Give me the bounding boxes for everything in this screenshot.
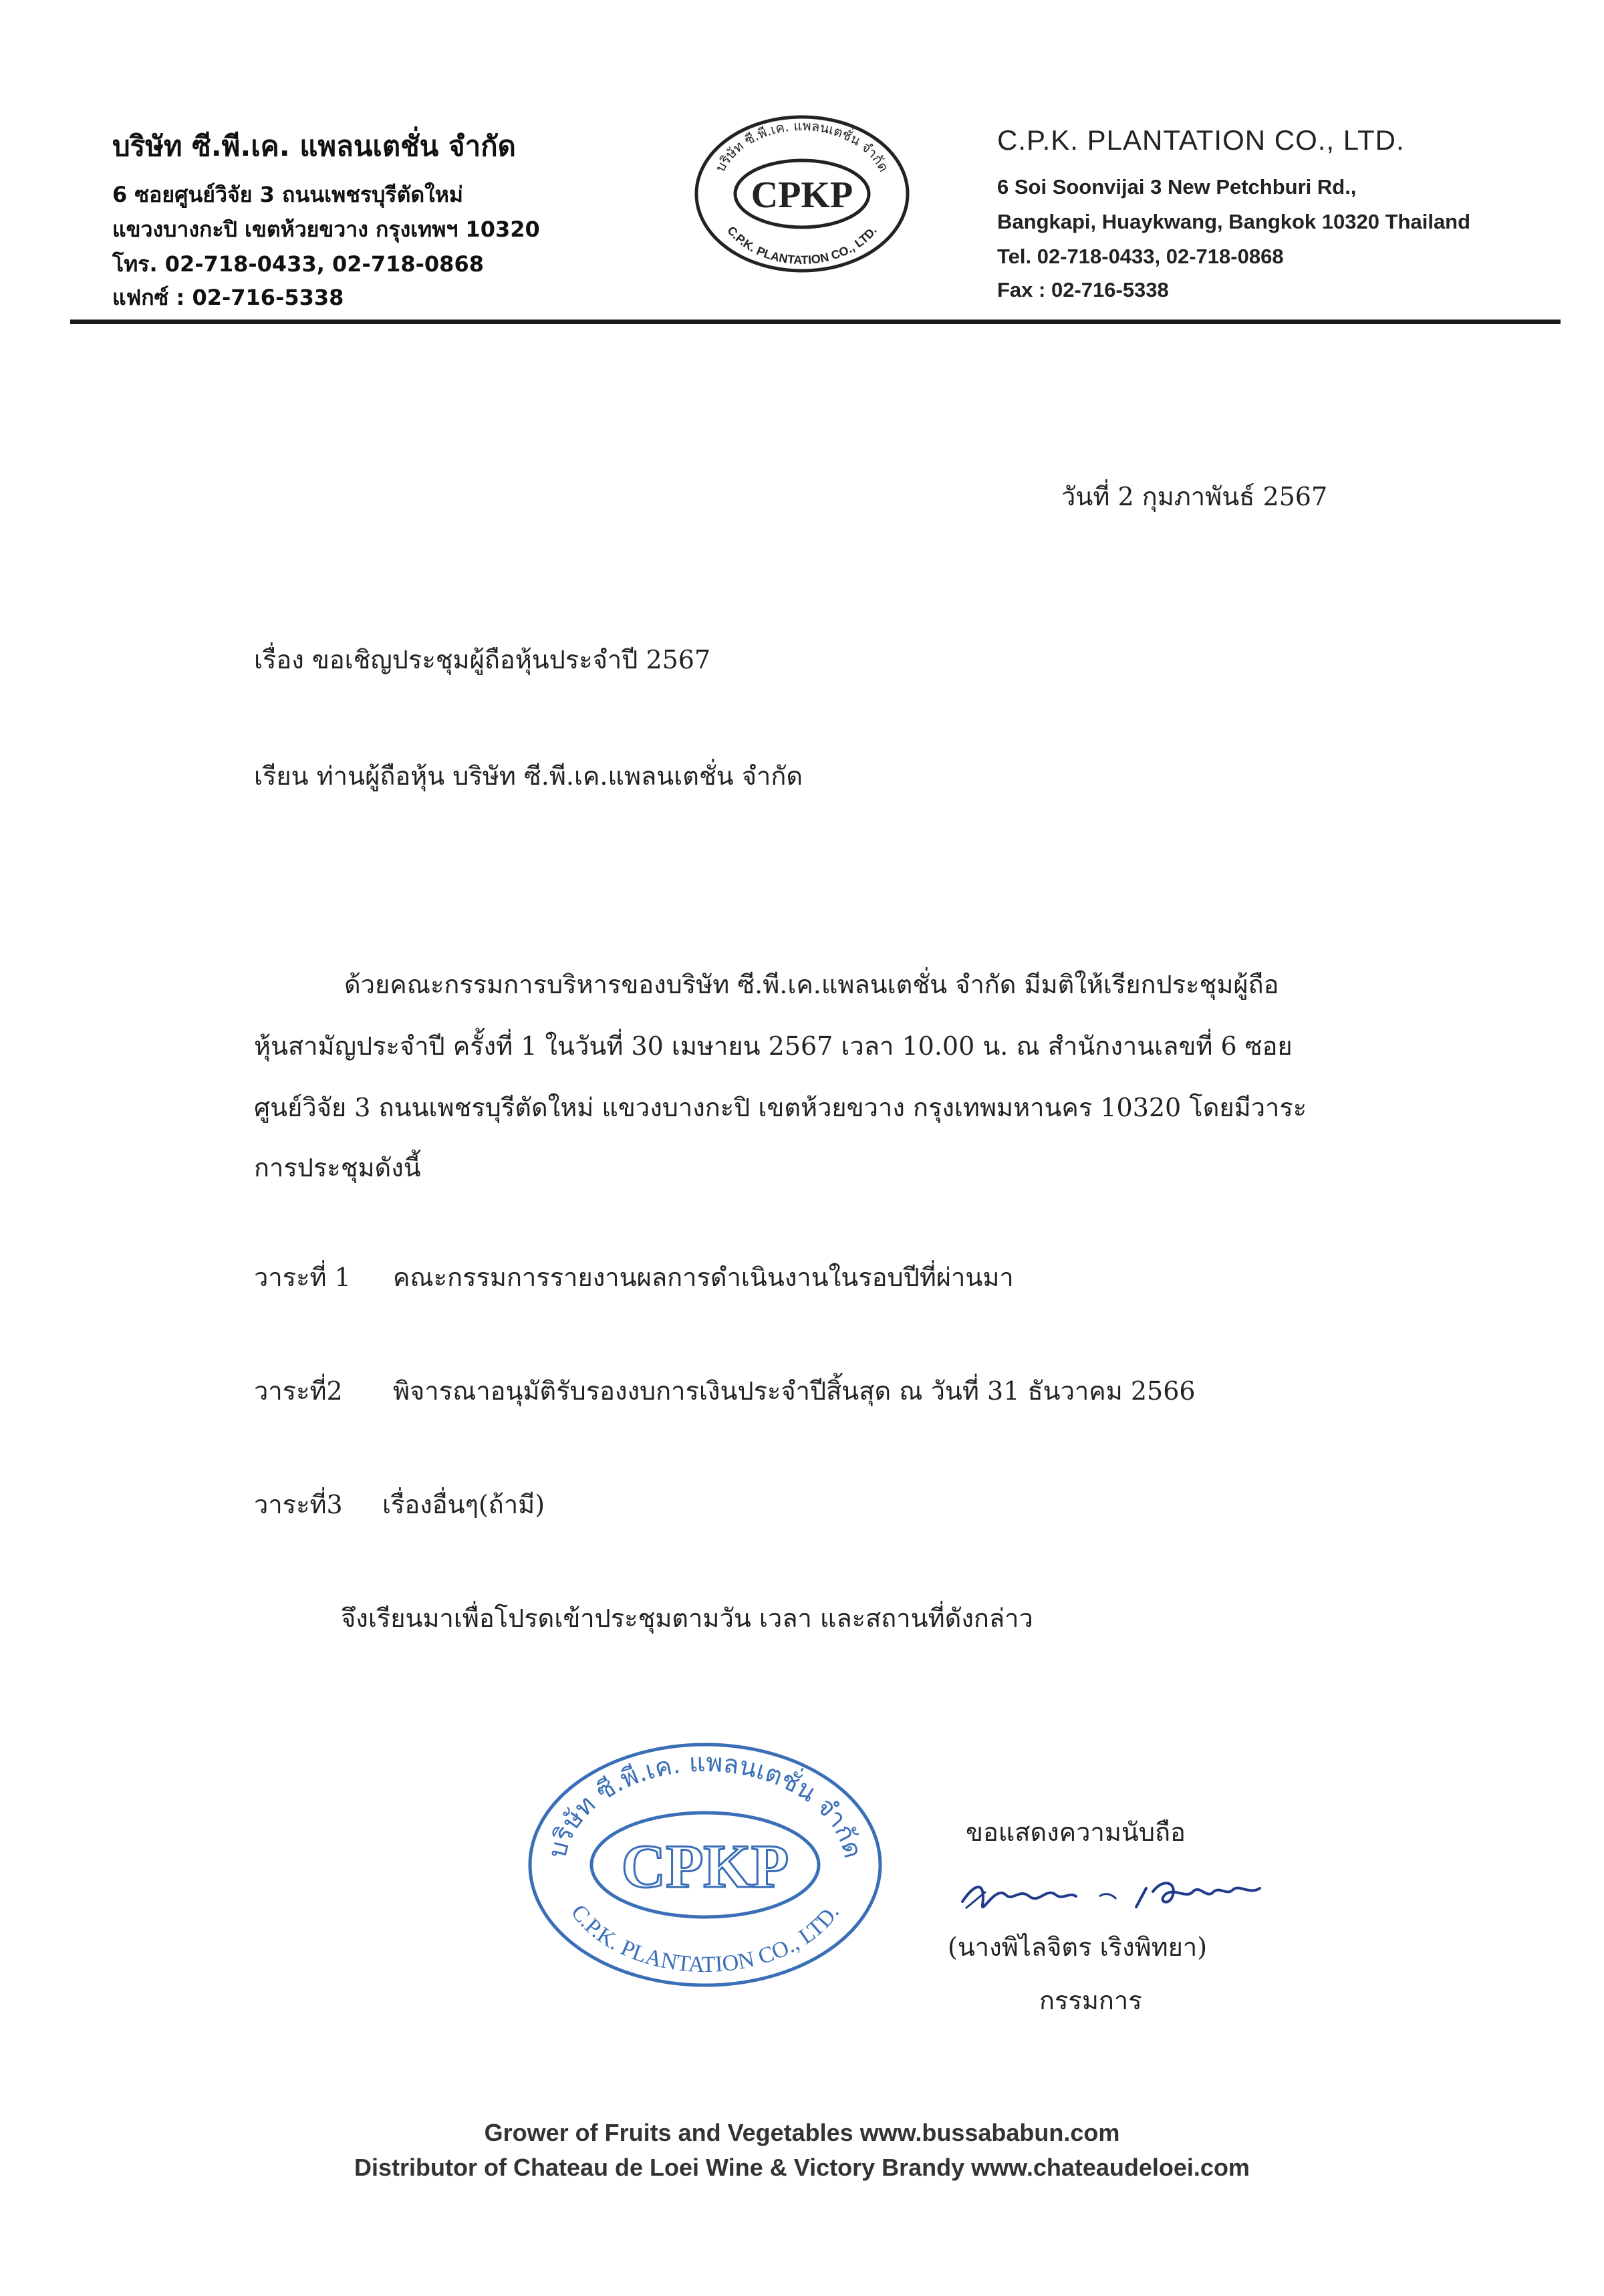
letter-subject: เรื่อง ขอเชิญประชุมผู้ถือหุ้นประจำปี 2567: [254, 645, 711, 674]
logo-text: CPKP: [751, 174, 853, 216]
stamp-ring-top-text: บริษัท ซี.พี.เค. แพลนเตชั่น จำกัด: [542, 1747, 868, 1862]
footer-line-2: Distributor of Chateau de Loei Wine & Victory Brandy www.chateaudeloei.com: [354, 2154, 1250, 2181]
agenda-text: เรื่องอื่นๆ(ถ้ามี): [382, 1490, 545, 1519]
address-thai-line-2: แขวงบางกะปิ เขตห้วยขวาง กรุงเทพฯ 10320: [112, 217, 540, 242]
logo-ring-top-text: บริษัท ซี.พี.เค. แพลนเตชั่น จำกัด: [712, 117, 892, 174]
body-line: การประชุมดังนี้: [254, 1153, 421, 1182]
agenda-label: วาระที่3: [254, 1490, 343, 1519]
logo-ring-bottom-text: C.P.K. PLANTATION CO., LTD.: [724, 223, 880, 267]
agenda-label: วาระที่ 1: [254, 1263, 351, 1292]
letter-recipient: เรียน ท่านผู้ถือหุ้น บริษัท ซี.พี.เค.แพลนเตชั่น จำกัด: [254, 761, 803, 791]
company-logo: [692, 110, 912, 277]
phone-thai: โทร. 02-718-0433, 02-718-0868: [112, 251, 484, 277]
agenda-text: พิจารณาอนุมัติรับรองงบการเงินประจำปีสิ้นสุด ณ วันที่ 31 ธันวาคม 2566: [393, 1376, 1196, 1406]
address-thai-line-1: 6 ซอยศูนย์วิจัย 3 ถนนเพชรบุรีตัดใหม่: [112, 182, 463, 207]
company-name-thai: บริษัท ซี.พี.เค. แพลนเตชั่น จำกัด: [112, 130, 516, 162]
signatory-name: (นางพิไลจิตร เริงพิทยา): [948, 1932, 1208, 1962]
company-stamp: [518, 1735, 892, 1995]
address-english-line-1: 6 Soi Soonvijai 3 New Petchburi Rd.,: [997, 175, 1357, 199]
stamp-text: CPKP: [621, 1832, 789, 1900]
body-line: ด้วยคณะกรรมการบริหารของบริษัท ซี.พี.เค.แพลนเตชั่น จำกัด มีมติให้เรียกประชุมผู้ถือ: [344, 970, 1279, 999]
regards: ขอแสดงความนับถือ: [966, 1817, 1186, 1847]
letter-date: วันที่ 2 กุมภาพันธ์ 2567: [1061, 482, 1328, 511]
handwritten-signature: [956, 1855, 1277, 1935]
agenda-text: คณะกรรมการรายงานผลการดำเนินงานในรอบปีที่ผ่านมา: [393, 1263, 1014, 1292]
body-line: หุ้นสามัญประจำปี ครั้งที่ 1 ในวันที่ 30 เมษายน 2567 เวลา 10.00 น. ณ สำนักงานเลขที่ 6 ซอย: [254, 1031, 1293, 1061]
fax-english: Fax : 02-716-5338: [997, 278, 1169, 301]
company-name-english: C.P.K. PLANTATION CO., LTD.: [997, 124, 1405, 156]
stamp-ring-bottom-text: C.P.K. PLANTATION CO., LTD.: [565, 1900, 845, 1978]
closing-line: จึงเรียนมาเพื่อโปรดเข้าประชุมตามวัน เวลา และสถานที่ดังกล่าว: [341, 1604, 1033, 1633]
body-line: ศูนย์วิจัย 3 ถนนเพชรบุรีตัดใหม่ แขวงบางกะปิ เขตห้วยขวาง กรุงเทพมหานคร 10320 โดยมีวาระ: [254, 1093, 1307, 1122]
footer-line-1: Grower of Fruits and Vegetables www.bussababun.com: [484, 2119, 1120, 2146]
agenda-label: วาระที่2: [254, 1376, 343, 1406]
fax-thai: แฟกซ์ : 02-716-5338: [112, 285, 344, 310]
signatory-position: กรรมการ: [1039, 1986, 1142, 2015]
phone-english: Tel. 02-718-0433, 02-718-0868: [997, 245, 1284, 268]
letterhead-divider: [70, 320, 1561, 324]
svg-text:บริษัท ซี.พี.เค. แพลนเตชั่น จำ: [712, 118, 892, 174]
address-english-line-2: Bangkapi, Huaykwang, Bangkok 10320 Thailand: [997, 210, 1471, 233]
